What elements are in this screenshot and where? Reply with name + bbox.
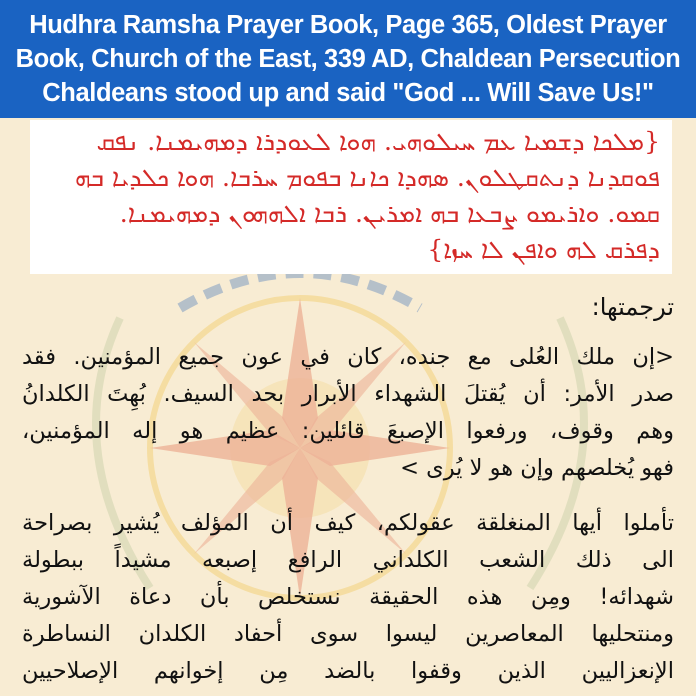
syriac-line: ܦܘܩܕܢܐ ܕܢܬܩܛܠܘܢ. ܣܗܕܐ ܟܐܢܐ ܒܦܘܡ ܚܪܒܐ. ܗܘܐ ܟܠܕܝܐ ܒܗ	[74, 163, 660, 192]
syriac-line: ܕܦܪܩ ܠܗ ܘܐܦܢ ܠܐ ܚܙܐ}	[427, 235, 660, 264]
commentary-line: شهدائه! ومِن هذه الحقيقة نستخلص بأن دعاة الآشورية	[22, 584, 674, 610]
syriac-text-excerpt	[30, 120, 672, 274]
title-banner	[0, 0, 696, 118]
translation-line: وهم وقوف، ورفعوا الإصبعَ قائلين: عظيم هو إله المؤمنين،	[22, 418, 674, 444]
title-line-2: Book, Church of the East, 339 AD, Chaldean Persecution	[15, 45, 681, 73]
translation-line: <إن ملك العُلى مع جنده، كان في عون جميع المؤمنين. فقد	[22, 344, 674, 370]
commentary-line: تأملوا أيها المنغلقة عقولكم، كيف أن المؤلف يُشير بصراحة	[22, 510, 674, 536]
syriac-line: {ܡܠܟܐ ܕܫܡܝܐ ܥܡ ܚܝܠܘܗܝ. ܗܘܐ ܠܥܘܕܪܐ ܕܡܗܝܡܢܐ. ܢܦܩ	[96, 127, 660, 156]
title-line-1: Hudhra Ramsha Prayer Book, Page 365, Oldest Prayer	[29, 11, 667, 39]
document-body	[0, 118, 696, 696]
commentary-line: ومنتحليها المعاصرين ليسوا سوى أحفاد الكلدان النساطرة	[22, 621, 674, 647]
syriac-line: ܩܡܘ. ܘܐܪܝܡܘ ܨܒܥܐ ܒܗ ܐܡܪܝܢ. ܪܒܐ ܐܠܗܗܘܢ ܕܡܗܝܡܢܐ.	[119, 199, 660, 228]
commentary-line: الى ذلك الشعب الكلداني الرافع إصبعه مشيداً ببطولة	[22, 547, 674, 573]
title-line-3: Chaldeans stood up and said "God ... Will Save Us!"	[42, 79, 654, 107]
translation-line: فهو يُخلصهم وإن هو لا يُرى >	[400, 455, 674, 481]
translation-heading: ترجمتها:	[591, 293, 674, 321]
commentary-line: الإنعزاليين الذين وقفوا بالضد مِن إخوانهم الإصلاحيين	[22, 658, 674, 684]
translation-line: صدر الأمر: أن يُقتلَ الشهداء الأبرار بحد السيف. بُهِتَ الكلدانُ	[22, 381, 674, 407]
